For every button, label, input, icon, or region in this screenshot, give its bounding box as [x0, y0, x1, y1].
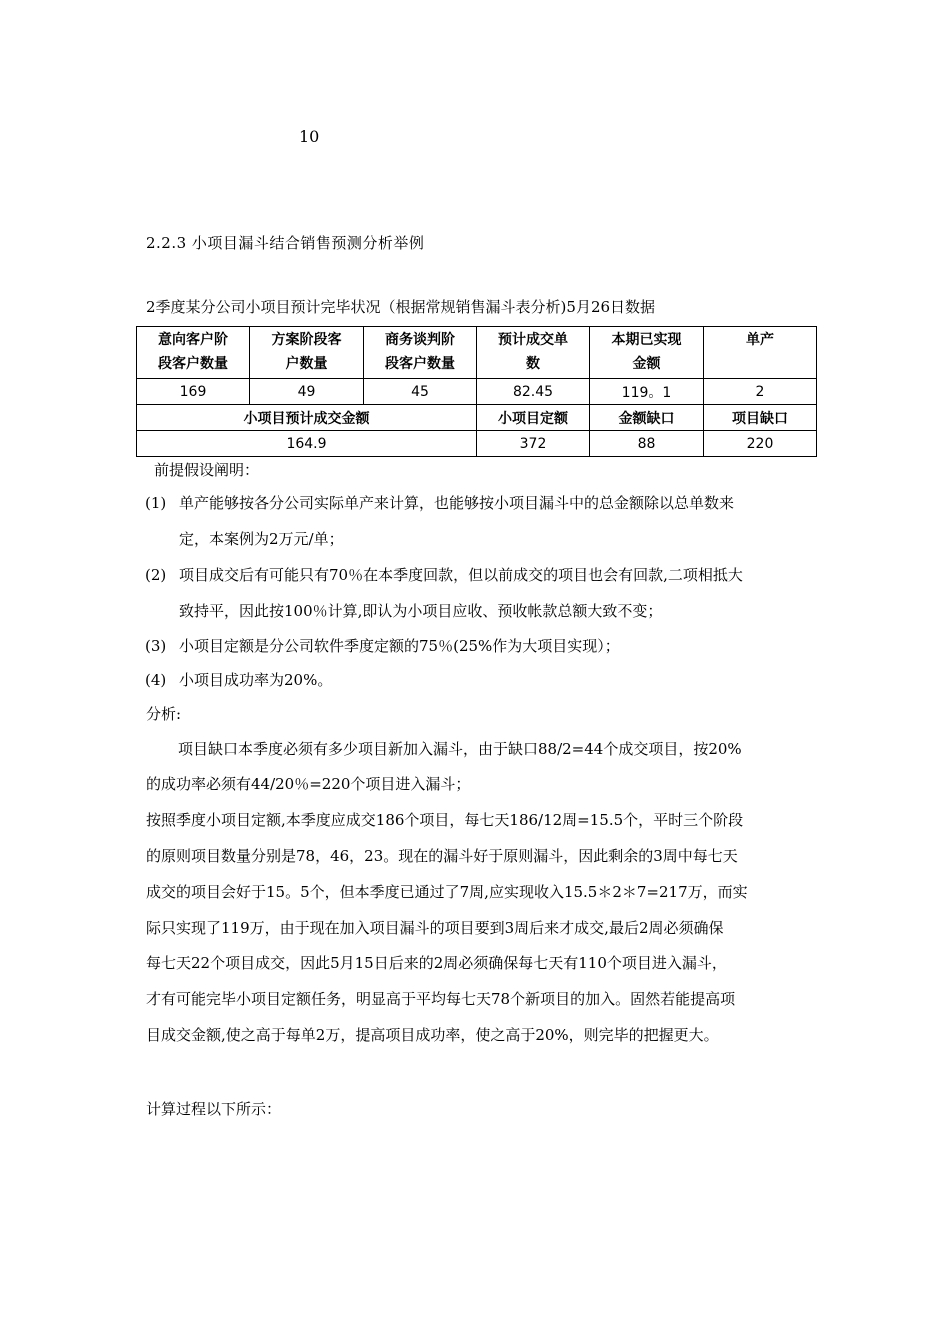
- header-cell: 单产: [704, 327, 817, 379]
- header-cell: 商务谈判阶 段客户数量: [364, 327, 477, 379]
- list-number: (4): [145, 671, 167, 689]
- list-number: (1): [145, 494, 167, 512]
- table-cell: 119。1: [590, 379, 704, 405]
- analysis-line: 项目缺口本季度必须有多少项目新加入漏斗，由于缺口88/2=44个成交项目，按20%: [178, 740, 742, 758]
- header-cell: 小项目定额: [477, 405, 590, 431]
- list-item: 小项目成功率为20%。: [179, 671, 333, 689]
- analysis-title: 分析:: [146, 705, 182, 723]
- table-header-row: [137, 327, 817, 379]
- list-number: (2): [145, 566, 167, 584]
- closing-text: 计算过程以下所示：: [146, 1100, 282, 1118]
- table-header-row: [137, 405, 817, 431]
- table-row: [137, 431, 817, 457]
- header-cell: 方案阶段客 户数量: [250, 327, 364, 379]
- header-cell: 小项目预计成交金额: [137, 405, 477, 431]
- list-number: (3): [145, 637, 167, 655]
- analysis-line: 按照季度小项目定额,本季度应成交186个项目，每七天186/12周=15.5个，平时三个阶段: [146, 811, 744, 829]
- table-cell: 164.9: [137, 431, 477, 457]
- assumption-title: 前提假设阐明：: [154, 461, 260, 479]
- header-cell: 金额缺口: [590, 405, 704, 431]
- analysis-line: 成交的项目会好于15。5个，但本季度已通过了7周,应实现收入15.5＊2＊7=217万，而实: [146, 883, 748, 901]
- table-caption: 2季度某分公司小项目预计完毕状况（根据常规销售漏斗表分析)5月26日数据: [146, 298, 656, 316]
- section-heading: 2.2.3 小项目漏斗结合销售预测分析举例: [146, 234, 425, 252]
- table-cell: 45: [364, 379, 477, 405]
- table-cell: 169: [137, 379, 250, 405]
- analysis-line: 的原则项目数量分别是78，46，23。现在的漏斗好于原则漏斗，因此剩余的3周中每七天: [146, 847, 738, 865]
- analysis-line: 每七天22个项目成交，因此5月15日后来的2周必须确保每七天有110个项目进入漏斗，: [146, 954, 727, 972]
- header-cell: 项目缺口: [704, 405, 817, 431]
- list-item: 单产能够按各分公司实际单产来计算，也能够按小项目漏斗中的总金额除以总单数来: [179, 494, 735, 512]
- table-cell: 2: [704, 379, 817, 405]
- list-item-continued: 定，本案例为2万元/单；: [179, 530, 344, 548]
- table-cell: 88: [590, 431, 704, 457]
- funnel-table: [136, 326, 817, 457]
- analysis-line: 才有可能完毕小项目定额任务，明显高于平均每七天78个新项目的加入。固然若能提高项: [146, 990, 736, 1008]
- page-number: 10: [299, 127, 320, 146]
- analysis-line: 的成功率必须有44/20％=220个项目进入漏斗；: [146, 775, 471, 793]
- header-cell: 本期已实现 金额: [590, 327, 704, 379]
- header-cell: 意向客户阶 段客户数量: [137, 327, 250, 379]
- table-cell: 82.45: [477, 379, 590, 405]
- list-item: 小项目定额是分公司软件季度定额的75％(25%作为大项目实现）；: [179, 637, 620, 655]
- analysis-line: 目成交金额,使之高于每单2万，提高项目成功率，使之高于20%，则完毕的把握更大。: [146, 1026, 719, 1044]
- table-cell: 220: [704, 431, 817, 457]
- table-cell: 49: [250, 379, 364, 405]
- table-row: [137, 379, 817, 405]
- analysis-line: 际只实现了119万，由于现在加入项目漏斗的项目要到3周后来才成交,最后2周必须确保: [146, 919, 724, 937]
- list-item: 项目成交后有可能只有70％在本季度回款，但以前成交的项目也会有回款,二项相抵大: [179, 566, 743, 584]
- list-item-continued: 致持平，因此按100％计算,即认为小项目应收、预收帐款总额大致不变；: [179, 602, 663, 620]
- table-cell: 372: [477, 431, 590, 457]
- header-cell: 预计成交单 数: [477, 327, 590, 379]
